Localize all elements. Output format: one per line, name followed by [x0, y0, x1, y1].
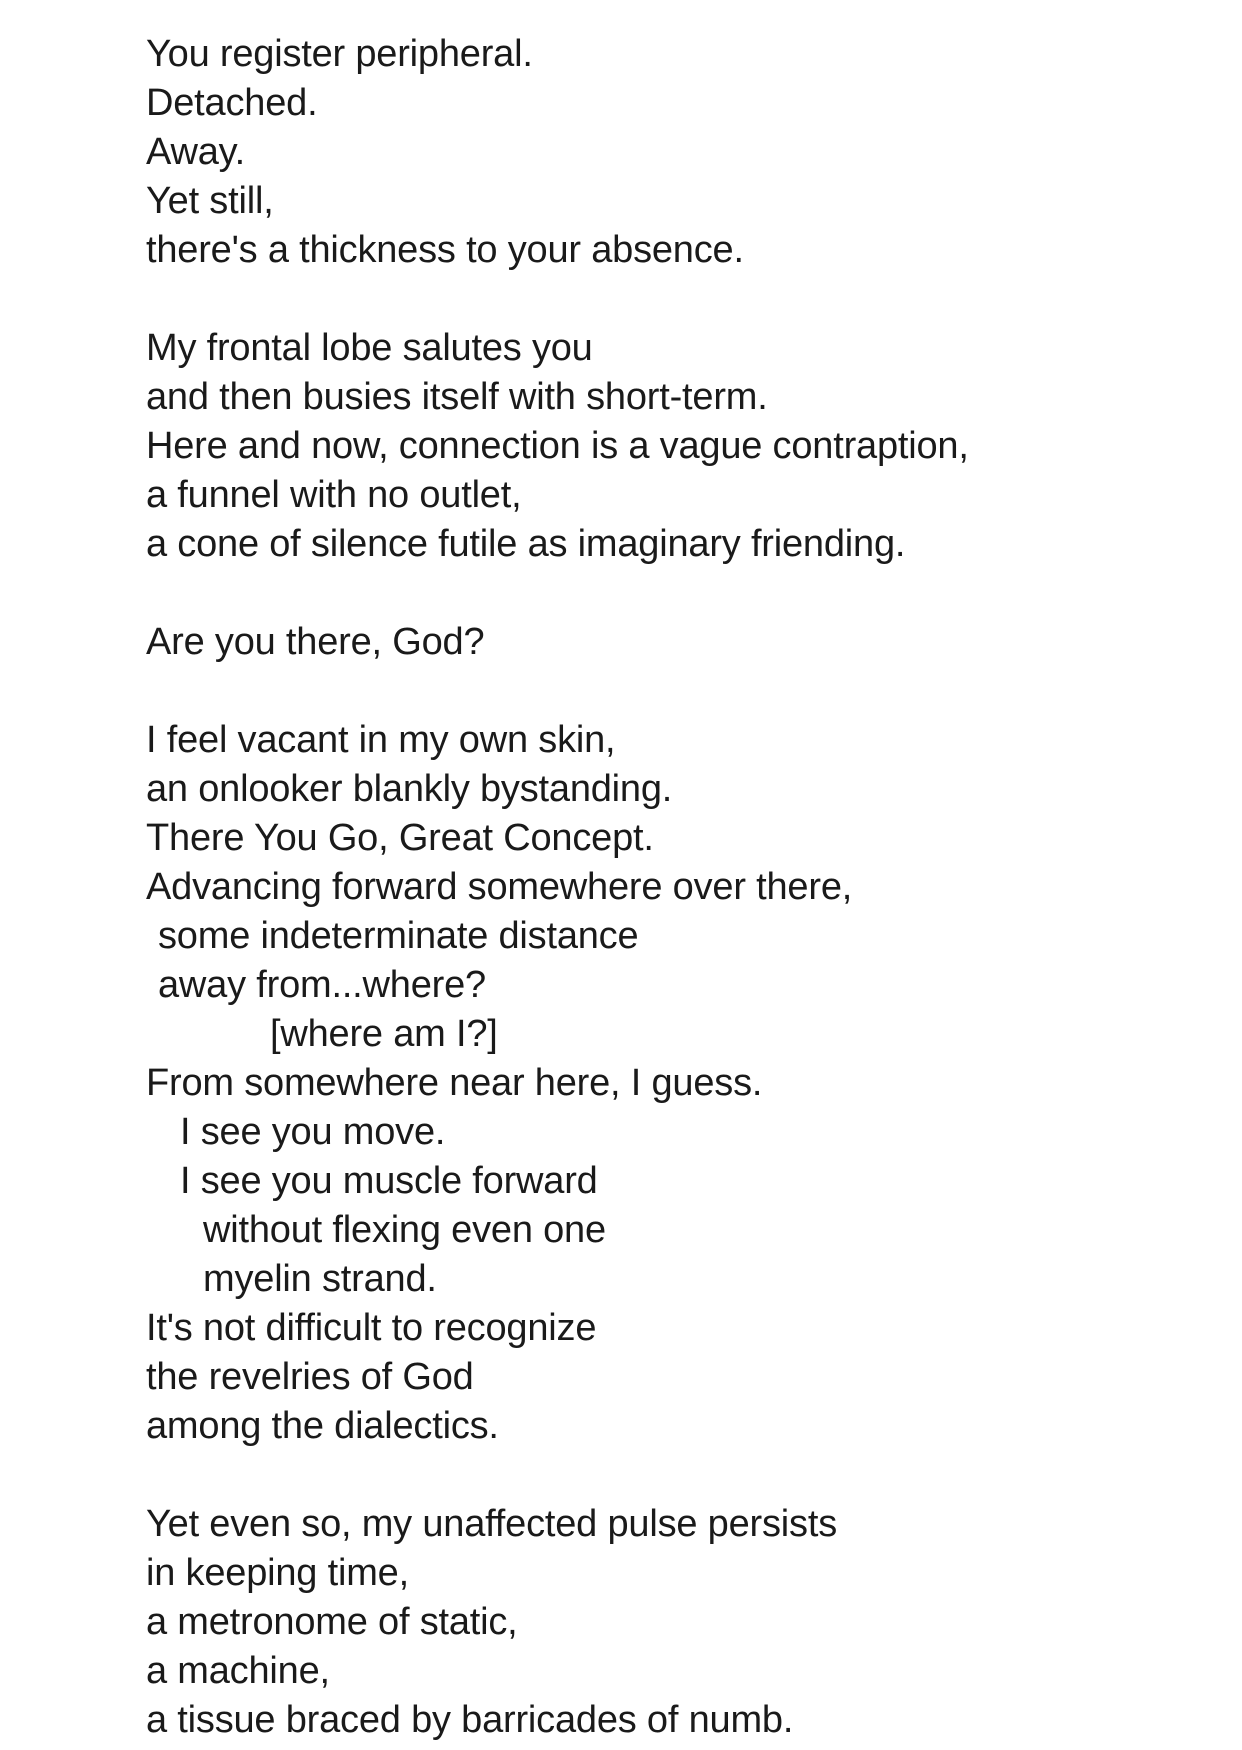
stanza-break: [146, 569, 1206, 618]
poem-body: [146, 30, 1206, 1745]
poem-line: there's a thickness to your absence.: [146, 229, 744, 271]
poem-line: Here and now, connection is a vague contraption,: [146, 425, 969, 467]
poem-line: away from...where?: [158, 964, 486, 1006]
poem-line: an onlooker blankly bystanding.: [146, 768, 673, 810]
poem-line: in keeping time,: [146, 1552, 409, 1594]
poem-line: without flexing even one: [203, 1209, 606, 1251]
stanza-break: [146, 1451, 1206, 1500]
poem-line: It's not difficult to recognize: [146, 1307, 597, 1349]
poem-line: a cone of silence futile as imaginary friending.: [146, 523, 906, 565]
poem-line: I see you muscle forward: [180, 1160, 598, 1202]
poem-line: among the dialectics.: [146, 1405, 499, 1447]
poem-line: the revelries of God: [146, 1356, 474, 1398]
poem-line: and then busies itself with short-term.: [146, 376, 768, 418]
poem-line: I feel vacant in my own skin,: [146, 719, 616, 761]
poem-line: Are you there, God?: [146, 621, 485, 663]
poem-line: some indeterminate distance: [158, 915, 639, 957]
poem-line: I see you move.: [180, 1111, 446, 1153]
poem-line: Detached.: [146, 82, 318, 124]
poem-line: Away.: [146, 131, 245, 173]
poem-line: You register peripheral.: [146, 33, 533, 75]
poem-line: a tissue braced by barricades of numb.: [146, 1699, 794, 1741]
poem-line: There You Go, Great Concept.: [146, 817, 654, 859]
poem-line: From somewhere near here, I guess.: [146, 1062, 763, 1104]
poem-line: myelin strand.: [203, 1258, 437, 1300]
poem-line: Advancing forward somewhere over there,: [146, 866, 853, 908]
poem-line: Yet even so, my unaffected pulse persists: [146, 1503, 837, 1545]
stanza-break: [146, 275, 1206, 324]
poem-line: a machine,: [146, 1650, 330, 1692]
poem-line: [where am I?]: [270, 1013, 498, 1055]
poem-line: Yet still,: [146, 180, 274, 222]
poem-line: My frontal lobe salutes you: [146, 327, 593, 369]
poem-line: a metronome of static,: [146, 1601, 518, 1643]
poem-line: a funnel with no outlet,: [146, 474, 522, 516]
stanza-break: [146, 667, 1206, 716]
